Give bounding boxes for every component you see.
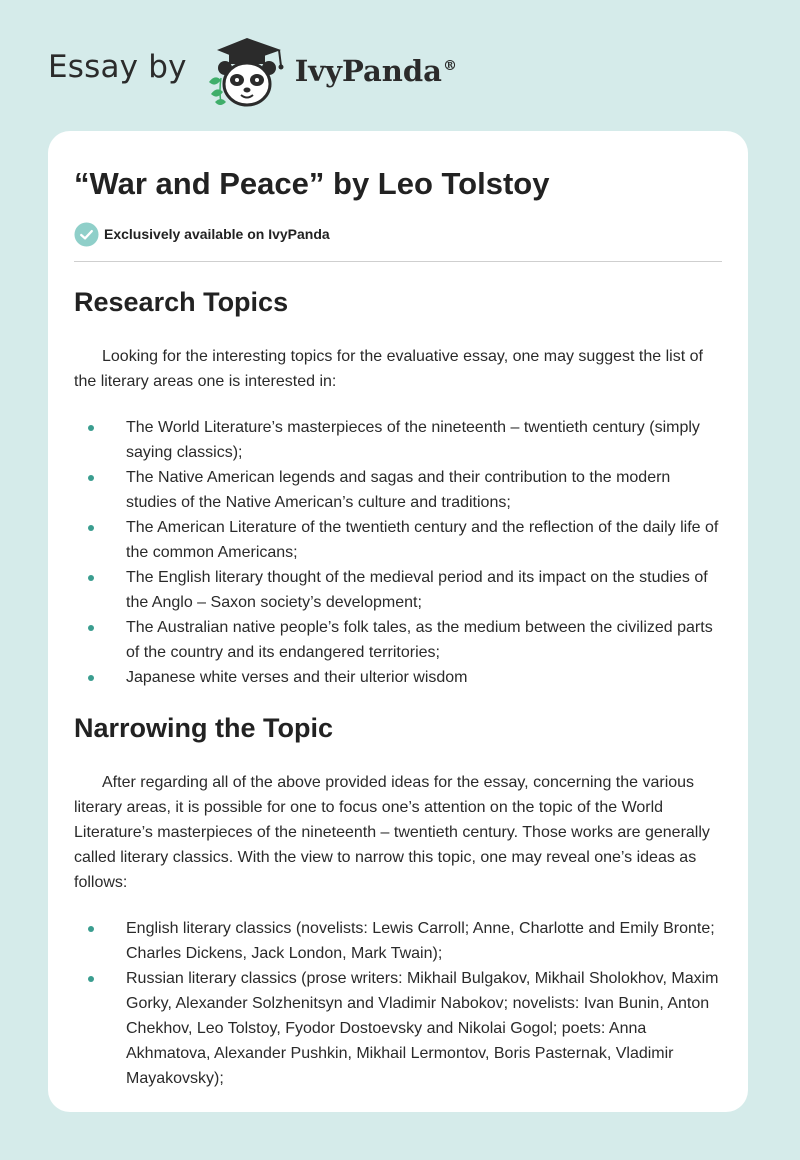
bullet-icon	[88, 976, 94, 982]
list-item	[74, 916, 722, 966]
registered-mark: ®	[442, 58, 457, 75]
title-divider	[74, 261, 722, 262]
bullet-icon	[88, 425, 94, 431]
bullet-icon	[88, 475, 94, 481]
list-item-text: The Australian native people’s folk tales, as the medium between the civilized parts of the country and its endangered territories;	[126, 619, 713, 661]
bullet-icon	[88, 575, 94, 581]
list-item	[74, 665, 722, 690]
panda-graduate-logo-icon	[201, 30, 291, 110]
section-narrowing-topic	[74, 710, 722, 1091]
brand-name	[295, 54, 457, 88]
brand-header	[48, 30, 457, 110]
list-item	[74, 515, 722, 565]
list-item-text: The American Literature of the twentieth century and the reflection of the daily life of the common Americans;	[126, 519, 719, 561]
essay-title: “War and Peace” by Leo Tolstoy	[74, 166, 550, 201]
classics-list	[74, 916, 722, 1091]
essay-card	[48, 131, 748, 1112]
list-item-text: Japanese white verses and their ulterior wisdom	[126, 669, 468, 686]
section-heading: Research Topics	[74, 287, 289, 317]
section-paragraph: Looking for the interesting topics for the evaluative essay, one may suggest the list of the literary areas one is interested in:	[74, 348, 703, 390]
brand-prefix: Essay by	[48, 49, 187, 85]
bullet-icon	[88, 675, 94, 681]
list-item-text: Russian literary classics (prose writers: Mikhail Bulgakov, Mikhail Sholokhov, Maxim Gorky, Alexander Solzhenitsyn and Vladimir Nabokov; novelists: Ivan Bunin, Anton Chekhov, Leo Tolstoy, Fyodor Dostoevsky and Nikolai Gogol; poets: Anna Akhmatova, Alexander Pushkin, Mikhail Lermontov, Boris Pasternak, Vladimir Mayakovsky);	[126, 970, 719, 1087]
check-circle-icon	[74, 222, 99, 247]
list-item	[74, 615, 722, 665]
list-item	[74, 415, 722, 465]
section-paragraph: After regarding all of the above provided ideas for the essay, concerning the various literary areas, it is possible for one to focus one’s attention on the topic of the World Literature’s masterpieces of the nineteenth – twentieth century. Those works are generally called literary classics. With the view to narrow this topic, one may reveal one’s ideas as follows:	[74, 774, 710, 891]
exclusive-text: Exclusively available on IvyPanda	[104, 226, 330, 242]
section-research-topics	[74, 284, 722, 690]
topic-list	[74, 415, 722, 690]
list-item	[74, 565, 722, 615]
list-item	[74, 465, 722, 515]
list-item-text: English literary classics (novelists: Lewis Carroll; Anne, Charlotte and Emily Bronte; Charles Dickens, Jack London, Mark Twain);	[126, 920, 715, 962]
list-item-text: The World Literature’s masterpieces of the nineteenth – twentieth century (simply saying classics);	[126, 419, 700, 461]
bullet-icon	[88, 625, 94, 631]
bullet-icon	[88, 926, 94, 932]
list-item-text: The English literary thought of the medieval period and its impact on the studies of the Anglo – Saxon society’s development;	[126, 569, 708, 611]
list-item-text: The Native American legends and sagas and their contribution to the modern studies of the Native American’s culture and traditions;	[126, 469, 671, 511]
bullet-icon	[88, 525, 94, 531]
exclusive-badge	[74, 221, 722, 247]
section-heading: Narrowing the Topic	[74, 713, 334, 743]
brand-name-text: IvyPanda	[294, 54, 442, 88]
list-item	[74, 966, 722, 1091]
